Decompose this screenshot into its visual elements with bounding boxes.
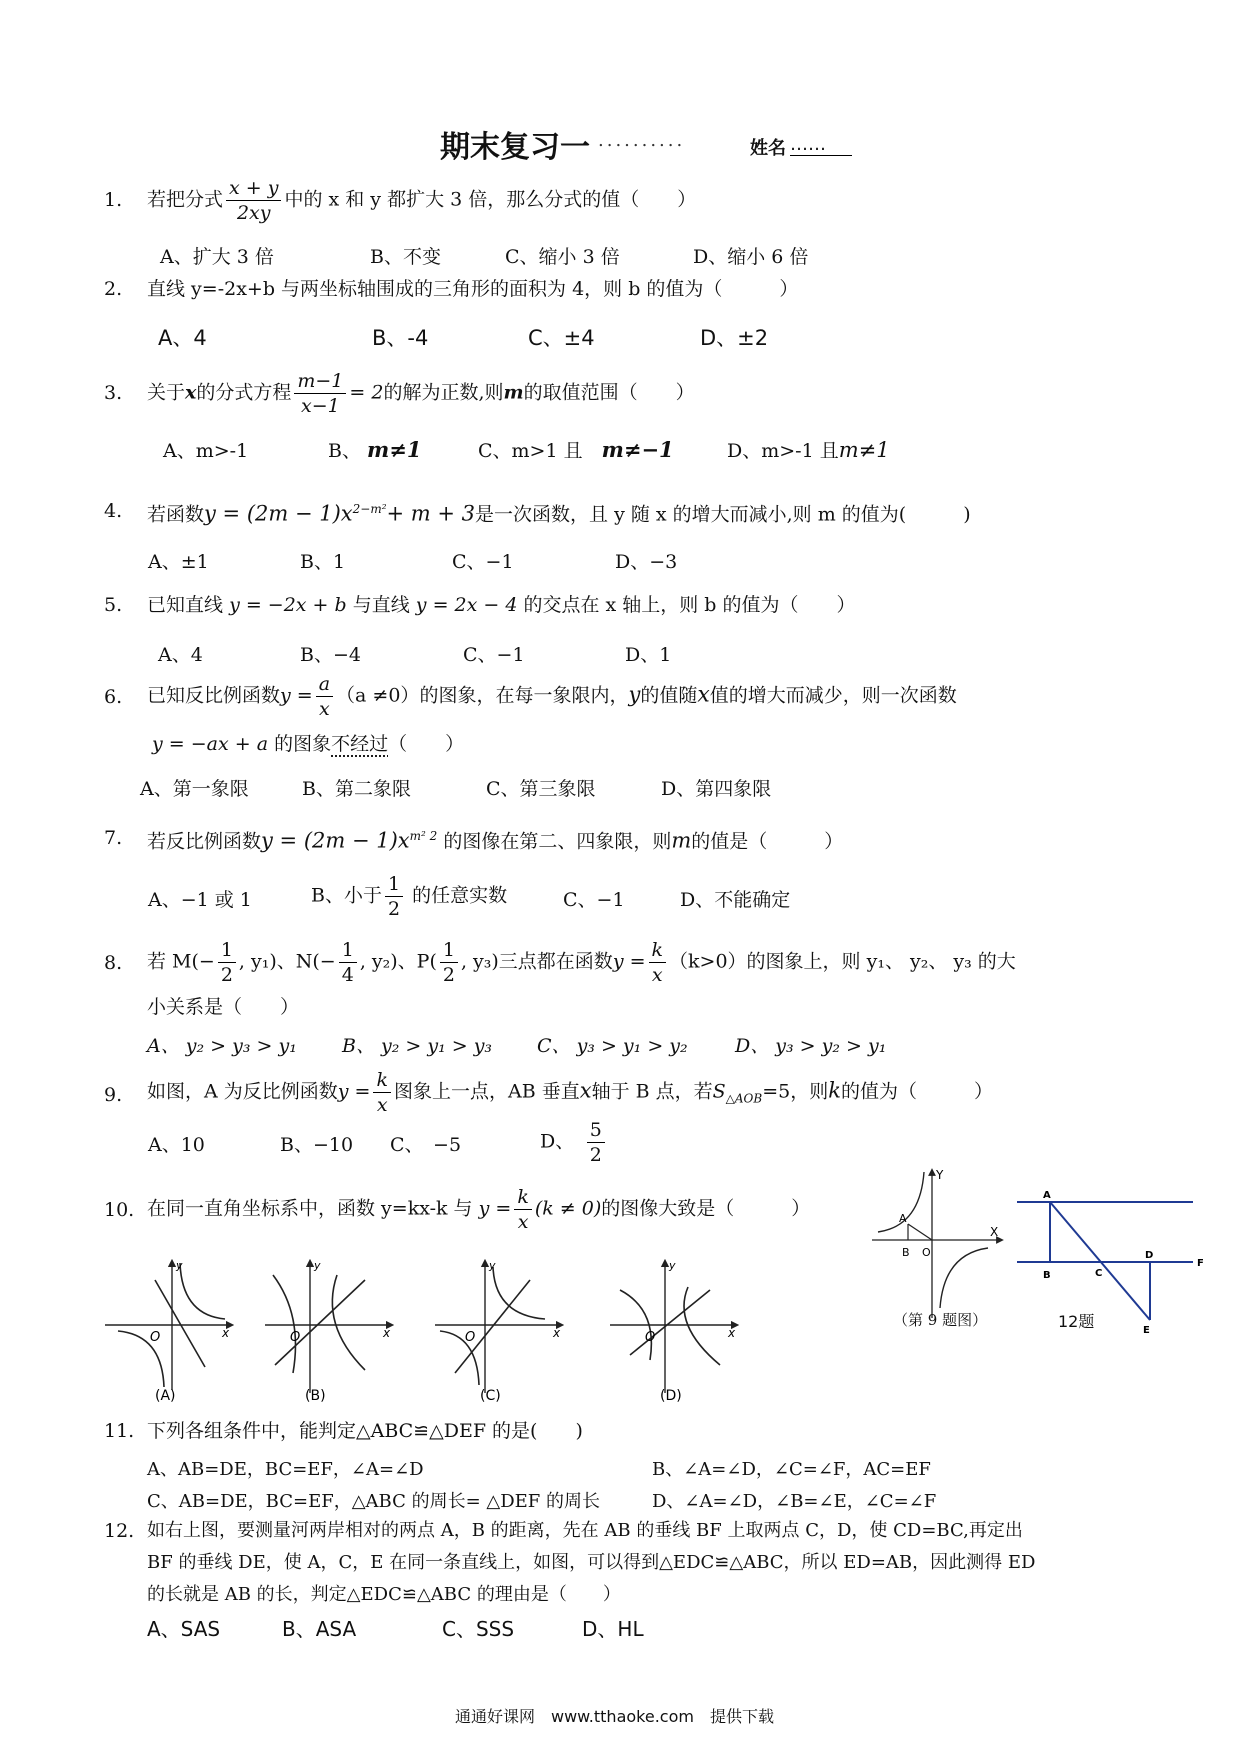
q6-number: 6. xyxy=(104,686,123,708)
fig12-diagram xyxy=(1015,1178,1215,1338)
fig9-a-label: A xyxy=(899,1212,907,1225)
q7-option-b[interactable]: B、小于 $\frac{1}{2}$ 的任意实数 xyxy=(311,873,508,920)
q12-option-b[interactable]: B、ASA xyxy=(282,1617,357,1641)
q6-stem: 已知反比例函数y = $\frac{a}{x}$ （a ≠0）的图象，在每一象限内，y的值随x值的增大而减少，则一次函数 xyxy=(147,673,957,720)
graph-a-caption: (A) xyxy=(155,1388,176,1404)
q8-option-c[interactable]: C、 y₃ > y₁ > y₂ xyxy=(537,1035,688,1057)
q1-option-c[interactable]: C、缩小 3 倍 xyxy=(505,246,620,268)
q12-stem-line1: 如右上图，要测量河两岸相对的两点 A，B 的距离，先在 AB 的垂线 BF 上取两点 C，D，使 CD=BC,再定出 xyxy=(147,1520,1023,1541)
q8-option-d[interactable]: D、 y₃ > y₂ > y₁ xyxy=(735,1035,887,1057)
q1-option-b[interactable]: B、不变 xyxy=(370,246,441,268)
q3-number: 3. xyxy=(104,382,123,404)
graph-a-origin: O xyxy=(150,1330,161,1345)
q6-stem-line2: y = −ax + a 的图象不经过（ ） xyxy=(152,733,465,755)
q10-stem: 在同一直角坐标系中，函数 y=kx-k 与 y = $\frac{k}{x}$ (k ≠ 0)的图像大致是（ ） xyxy=(147,1186,811,1233)
graph-c-x-label: x xyxy=(553,1326,561,1340)
q2-number: 2. xyxy=(104,278,123,300)
q5-option-c[interactable]: C、−1 xyxy=(463,644,525,666)
q11-option-d[interactable]: D、∠A=∠D，∠B=∠E，∠C=∠F xyxy=(652,1491,937,1512)
q10-number: 10. xyxy=(104,1199,135,1221)
q6-option-b[interactable]: B、第二象限 xyxy=(302,778,411,800)
q9-option-a[interactable]: A、10 xyxy=(148,1134,205,1156)
q4-option-c[interactable]: C、−1 xyxy=(452,551,514,573)
fig12-caption: 12题 xyxy=(1058,1312,1095,1331)
name-blank[interactable]: …… xyxy=(790,134,852,156)
q3-option-d[interactable]: D、m>-1 且m≠1 xyxy=(727,438,890,462)
q2-option-a[interactable]: A、4 xyxy=(158,326,207,350)
q1-number: 1. xyxy=(104,189,123,211)
graph-c-caption: (C) xyxy=(480,1388,501,1404)
q1-stem: 若把分式 $\frac{x + y}{2xy}$ 中的 x 和 y 都扩大 3 倍，那么分式的值（ ） xyxy=(147,177,697,224)
page-title: 期末复习一 xyxy=(440,130,590,165)
q10-graph-a[interactable] xyxy=(105,1259,230,1404)
q2-option-b[interactable]: B、-4 xyxy=(372,326,429,350)
q5-option-d[interactable]: D、1 xyxy=(625,644,672,666)
q12-option-d[interactable]: D、HL xyxy=(582,1617,644,1641)
q10-graph-c[interactable] xyxy=(435,1259,561,1404)
fig9-b-label: B xyxy=(902,1246,910,1259)
q5-stem: 已知直线 y = −2x + b 与直线 y = 2x − 4 的交点在 x 轴上，则 b 的值为（ ） xyxy=(147,594,856,616)
q4-option-d[interactable]: D、−3 xyxy=(615,551,678,573)
graph-c-y-label: y xyxy=(489,1259,496,1272)
q4-option-b[interactable]: B、1 xyxy=(300,551,346,573)
graph-d-origin: O xyxy=(645,1330,656,1345)
fig12-e-label: E xyxy=(1143,1325,1150,1336)
q11-stem: 下列各组条件中，能判定△ABC≌△DEF 的是( ) xyxy=(147,1420,583,1442)
q10-graph-d[interactable] xyxy=(610,1259,736,1404)
fig9-y-label: Y xyxy=(936,1168,944,1182)
q7-stem: 若反比例函数$y = (2m - 1)x^{m^2 2}$ 的图像在第二、四象限，则m的值是（ ） xyxy=(147,828,844,853)
fig9-x-label: X xyxy=(990,1225,999,1239)
q8-number: 8. xyxy=(104,952,123,974)
q9-option-c[interactable]: C、 −5 xyxy=(390,1134,462,1156)
graph-b-y-label: y xyxy=(314,1259,321,1272)
q2-option-c[interactable]: C、±4 xyxy=(528,326,595,350)
q4-option-a[interactable]: A、±1 xyxy=(148,551,209,573)
q9-stem: 如图，A 为反比例函数y = $\frac{k}{x}$ 图象上一点，AB 垂直x轴于 B 点，若$S_{\triangle AOB}=5$，则k的值为（ ） xyxy=(147,1069,993,1116)
fig12-b-label: B xyxy=(1043,1270,1051,1281)
q10-graphs xyxy=(100,1255,760,1405)
q9-option-b[interactable]: B、−10 xyxy=(280,1134,354,1156)
fig9-diagram xyxy=(870,1168,1010,1328)
graph-a-y-label: y xyxy=(176,1259,183,1272)
fig12-d-label: D xyxy=(1145,1250,1154,1261)
q7-number: 7. xyxy=(104,827,123,849)
q12-stem-line3: 的长就是 AB 的长，判定△EDC≌△ABC 的理由是（ ） xyxy=(147,1584,621,1605)
q6-option-d[interactable]: D、第四象限 xyxy=(661,778,772,800)
graph-d-y-label: y xyxy=(669,1259,676,1272)
q3-option-a[interactable]: A、m>-1 xyxy=(163,440,249,462)
q11-option-a[interactable]: A、AB=DE，BC=EF，∠A=∠D xyxy=(147,1459,424,1480)
q9-number: 9. xyxy=(104,1084,123,1106)
q1-option-d[interactable]: D、缩小 6 倍 xyxy=(693,246,809,268)
q3-option-b[interactable]: B、 m≠1 xyxy=(328,437,422,462)
q5-number: 5. xyxy=(104,594,123,616)
q7-option-d[interactable]: D、不能确定 xyxy=(680,889,791,911)
graph-b-origin: O xyxy=(290,1330,301,1345)
fig9-o-label: O xyxy=(922,1246,931,1259)
q11-number: 11. xyxy=(104,1420,135,1442)
q7-option-a[interactable]: A、−1 或 1 xyxy=(148,889,252,911)
graph-b-x-label: x xyxy=(383,1326,391,1340)
q6-option-a[interactable]: A、第一象限 xyxy=(140,778,249,800)
graph-a-x-label: x xyxy=(222,1326,230,1340)
q12-stem-line2: BF 的垂线 DE，使 A，C，E 在同一条直线上，如图，可以得到△EDC≌△ABC，所以 ED=AB，因此测得 ED xyxy=(147,1552,1036,1573)
q12-option-a[interactable]: A、SAS xyxy=(147,1617,221,1641)
q5-option-a[interactable]: A、4 xyxy=(158,644,203,666)
page-footer: 通通好课网 www.tthaoke.com 提供下载 xyxy=(455,1707,774,1726)
q3-stem: 关于x的分式方程 $\frac{m-1}{x-1}$ = 2的解为正数,则m的取值范围（ ） xyxy=(147,370,695,417)
q6-option-c[interactable]: C、第三象限 xyxy=(486,778,596,800)
name-label: 姓名 xyxy=(750,138,786,159)
q7-option-c[interactable]: C、−1 xyxy=(563,889,625,911)
q8-stem-line2: 小关系是（ ） xyxy=(147,996,300,1018)
fig12-a-label: A xyxy=(1043,1190,1051,1201)
q4-stem: 若函数$y = (2m - 1)x^{2-m^2}+ m + 3$是一次函数，且 y 随 x 的增大而减小,则 m 的值为( ) xyxy=(147,501,971,526)
q11-option-b[interactable]: B、∠A=∠D，∠C=∠F，AC=EF xyxy=(652,1459,931,1480)
q9-option-d[interactable]: D、 $\frac{5}{2}$ xyxy=(540,1118,608,1167)
graph-d-caption: (D) xyxy=(660,1388,682,1404)
q2-option-d[interactable]: D、±2 xyxy=(700,326,769,350)
q10-graph-b[interactable] xyxy=(265,1259,391,1404)
q3-option-c[interactable]: C、m>1 且 m≠−1 xyxy=(478,437,674,462)
q12-option-c[interactable]: C、SSS xyxy=(442,1617,515,1641)
q5-option-b[interactable]: B、−4 xyxy=(300,644,361,666)
q8-option-b[interactable]: B、 y₂ > y₁ > y₃ xyxy=(342,1035,493,1057)
q1-option-a[interactable]: A、扩大 3 倍 xyxy=(160,246,274,268)
q8-stem: 若 M(− $\frac{1}{2}$ , y₁)、N(− $\frac{1}{4}$ , y₂)、P( $\frac{1}{2}$ , y₃)三点都在函数y = $\frac{k}{x}$ （k>0）的图象上，则 y₁、 y₂、 y₃ 的大 xyxy=(147,939,1016,986)
q4-number: 4. xyxy=(104,500,123,522)
graph-b-caption: (B) xyxy=(305,1388,326,1404)
q11-option-c[interactable]: C、AB=DE，BC=EF，△ABC 的周长= △DEF 的周长 xyxy=(147,1491,601,1512)
q12-number: 12. xyxy=(104,1520,135,1542)
fig9-caption: （第 9 题图） xyxy=(893,1311,988,1329)
graph-c-origin: O xyxy=(465,1330,476,1345)
fig12-f-label: F xyxy=(1197,1258,1204,1269)
q2-stem: 直线 y=-2x+b 与两坐标轴围成的三角形的面积为 4，则 b 的值为（ ） xyxy=(147,278,799,300)
fig12-c-label: C xyxy=(1095,1268,1103,1279)
title-dots: .......... xyxy=(598,130,686,151)
q8-option-a[interactable]: A、 y₂ > y₃ > y₁ xyxy=(147,1035,297,1057)
graph-d-x-label: x xyxy=(728,1326,736,1340)
